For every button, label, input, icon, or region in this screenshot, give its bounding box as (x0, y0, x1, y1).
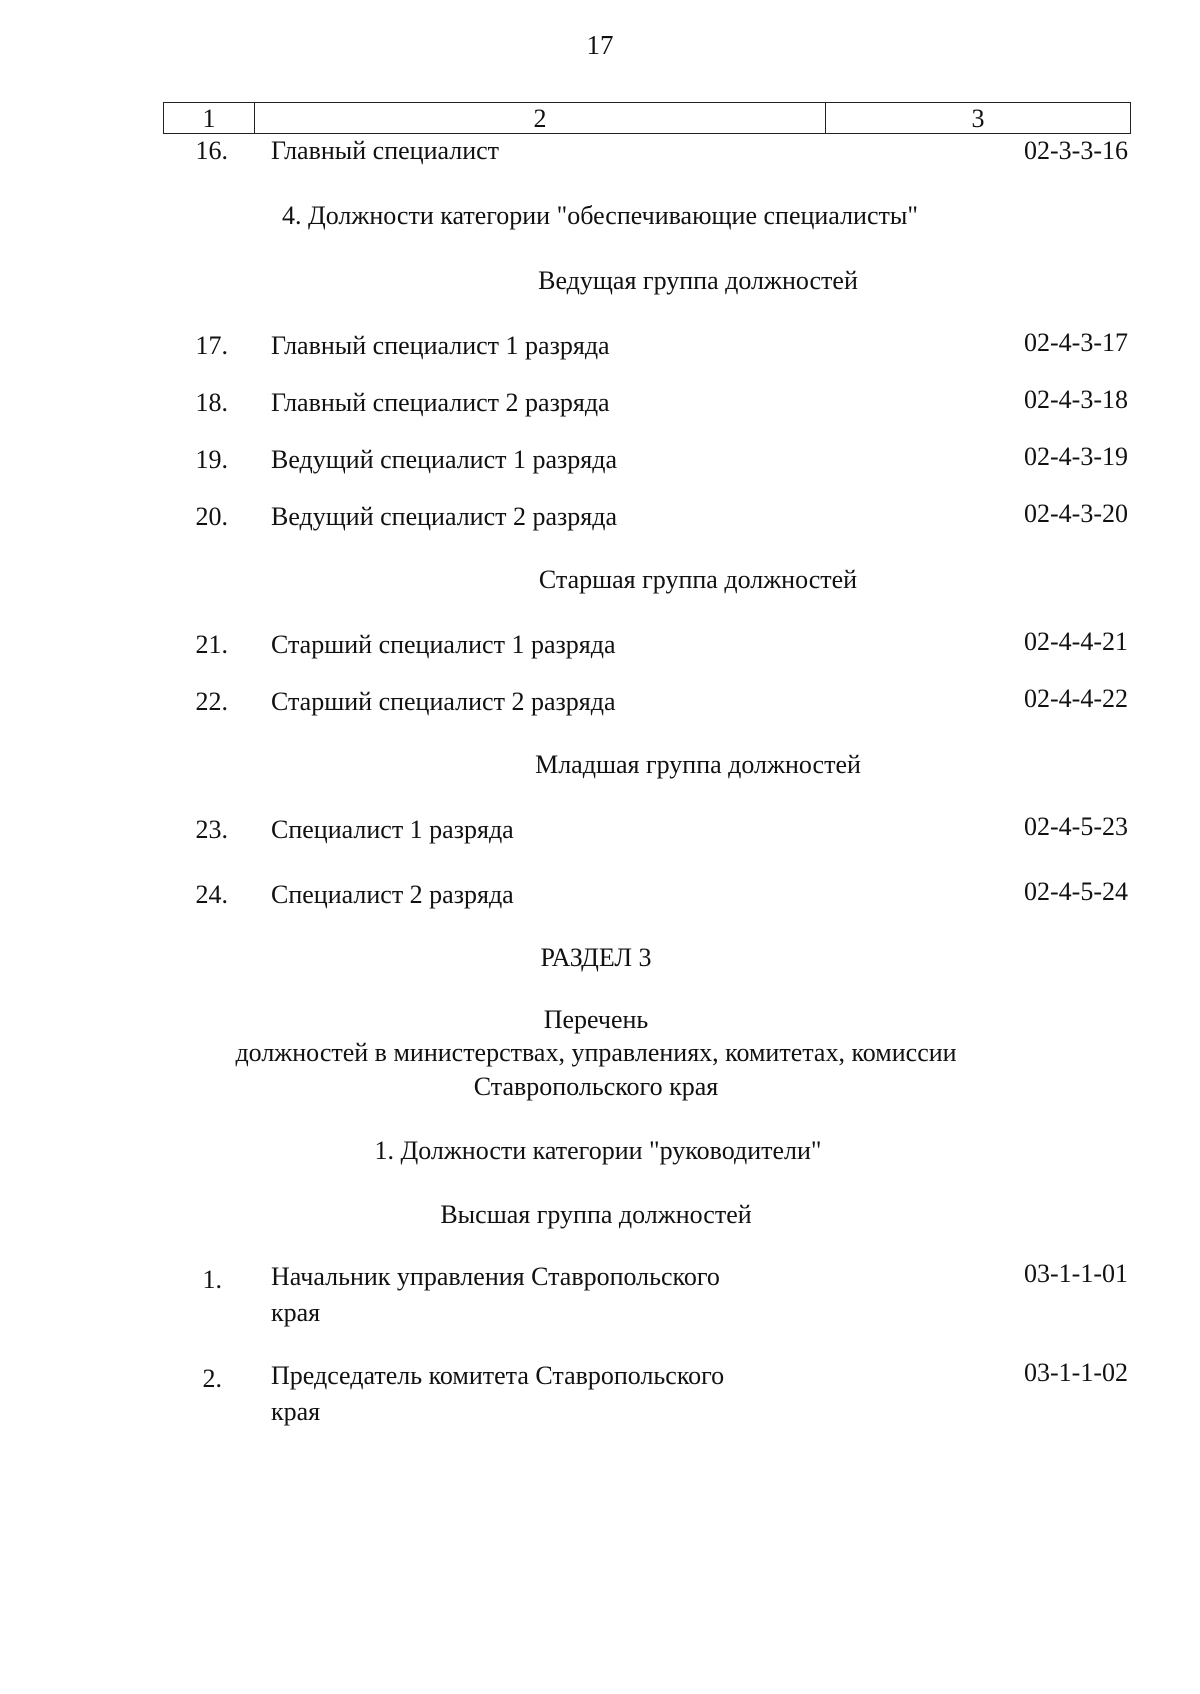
position-name: Ведущий специалист 2 разряда (271, 502, 618, 531)
position-name: Главный специалист 1 разряда (271, 331, 610, 360)
group-heading: Ведущая группа должностей (538, 266, 858, 295)
column-header-3: 3 (826, 103, 1131, 134)
position-code: 02-4-5-23 (1024, 812, 1128, 841)
position-name: Главный специалист (271, 136, 500, 165)
position-name: Старший специалист 2 разряда (271, 687, 616, 716)
category-heading: 4. Должности категории "обеспечивающие специалисты" (282, 201, 918, 230)
position-name-continuation: края (271, 1397, 321, 1426)
position-name: Специалист 1 разряда (271, 815, 514, 844)
row-number: 21. (195, 630, 228, 659)
position-name: Специалист 2 разряда (271, 880, 514, 909)
column-header-table (163, 102, 1131, 134)
list-title-line-1: Перечень (543, 1005, 649, 1034)
position-name: Начальник управления Ставропольского (271, 1262, 720, 1291)
row-number: 2. (202, 1364, 222, 1393)
position-name: Ведущий специалист 1 разряда (271, 445, 618, 474)
column-header-2: 2 (255, 103, 826, 134)
position-name: Председатель комитета Ставропольского (271, 1361, 725, 1390)
row-number: 16. (195, 136, 228, 165)
position-code: 02-4-3-17 (1024, 328, 1128, 357)
section-title: РАЗДЕЛ 3 (540, 943, 652, 972)
row-number: 20. (195, 502, 228, 531)
position-name-continuation: края (271, 1298, 321, 1327)
position-code: 02-4-3-19 (1024, 442, 1128, 471)
row-number: 18. (195, 388, 228, 417)
category-heading: 1. Должности категории "руководители" (374, 1136, 822, 1165)
list-title-line-2: должностей в министерствах, управлениях, комитетах, комиссии (235, 1038, 957, 1067)
row-number: 22. (195, 687, 228, 716)
group-heading: Старшая группа должностей (538, 565, 858, 594)
position-code: 02-4-3-20 (1024, 499, 1128, 528)
group-heading: Младшая группа должностей (535, 750, 861, 779)
position-code: 02-3-3-16 (1024, 136, 1128, 165)
position-name: Старший специалист 1 разряда (271, 630, 616, 659)
position-code: 02-4-4-22 (1024, 684, 1128, 713)
row-number: 24. (195, 880, 228, 909)
row-number: 19. (195, 445, 228, 474)
position-name: Главный специалист 2 разряда (271, 388, 610, 417)
row-number: 17. (195, 331, 228, 360)
list-title-line-3: Ставропольского края (473, 1072, 719, 1101)
position-code: 02-4-4-21 (1024, 627, 1128, 656)
column-header-1: 1 (164, 103, 255, 134)
position-code: 02-4-3-18 (1024, 385, 1128, 414)
position-code: 02-4-5-24 (1024, 877, 1128, 906)
position-code: 03-1-1-01 (1024, 1259, 1128, 1288)
row-number: 1. (202, 1265, 222, 1294)
row-number: 23. (195, 815, 228, 844)
group-heading: Высшая группа должностей (440, 1200, 752, 1229)
position-code: 03-1-1-02 (1024, 1358, 1128, 1387)
page-number: 17 (586, 30, 614, 60)
